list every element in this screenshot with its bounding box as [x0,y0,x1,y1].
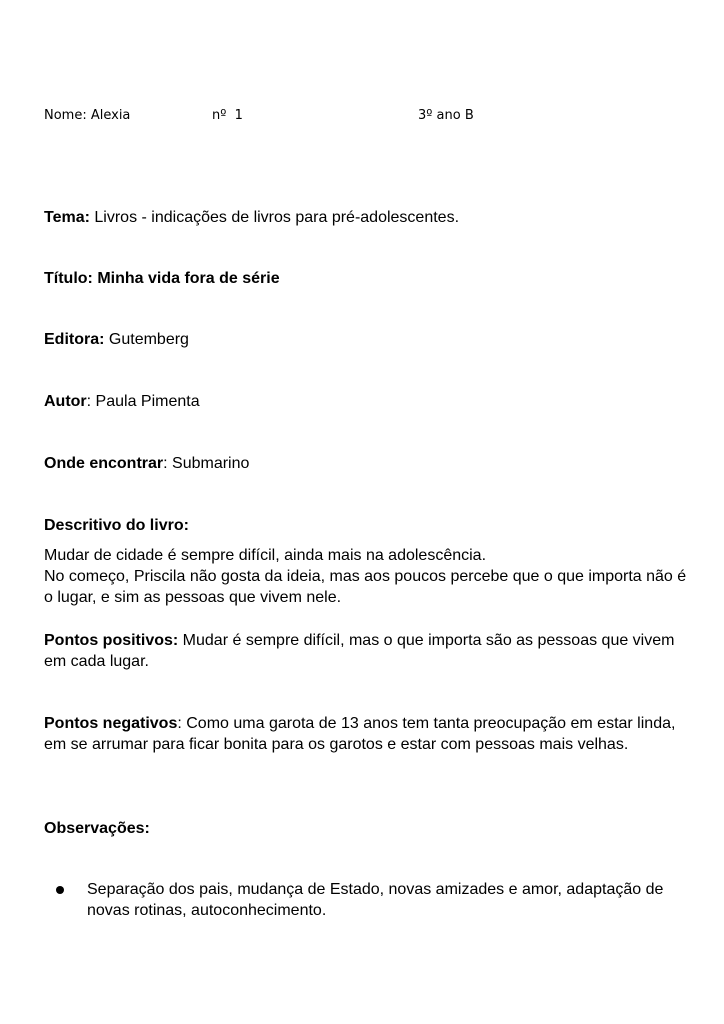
tema-label: Tema: [44,209,90,226]
editora-line [44,329,694,350]
pontos-positivos [44,630,694,672]
autor-line [44,391,694,412]
tema-line [44,207,694,228]
autor-label: Autor [44,393,87,410]
onde-encontrar-label: Onde encontrar [44,455,164,472]
titulo-line [44,268,694,289]
pontos-negativos [44,713,694,755]
pontos-negativos-text: : Como uma garota de 13 anos tem tanta preocupação em estar linda, em se arrumar para ficar bonita para os garotos e estar com pessoas mais velhas. [44,715,676,753]
onde-encontrar-value: : Submarino [163,455,250,472]
descritivo-label: Descritivo do livro: [44,517,189,534]
descritivo-line-1: Mudar de cidade é sempre difícil, ainda mais na adolescência. [44,547,487,564]
titulo-label: Título: Minha vida fora de série [44,270,280,287]
descritivo-line-2: No começo, Priscila não gosta da ideia, mas aos poucos percebe que o que importa não é o lugar, e sim as pessoas que vivem nele. [44,568,687,606]
autor-value: : Paula Pimenta [86,393,200,410]
bullet-icon [56,886,64,894]
student-header [44,108,684,126]
observacoes-list [44,879,694,921]
observacoes-label: Observações: [44,820,150,837]
pontos-positivos-label: Pontos positivos: [44,632,179,649]
observacao-text: Separação dos pais, mudança de Estado, novas amizades e amor, adaptação de novas rotinas, autoconhecimento. [87,881,664,919]
list-item [44,879,694,921]
student-number: nº 1 [212,108,243,123]
pontos-negativos-label: Pontos negativos [44,715,178,732]
descritivo-text [44,545,694,608]
editora-value: Gutemberg [104,331,189,348]
student-name: Nome: Alexia [44,108,131,123]
pontos-positivos-text: Mudar é sempre difícil, mas o que importa são as pessoas que vivem em cada lugar. [44,632,675,670]
descritivo-heading [44,515,694,536]
tema-value: Livros - indicações de livros para pré-adolescentes. [89,209,460,226]
editora-label: Editora: [44,331,105,348]
observacoes-heading [44,818,694,839]
student-class: 3º ano B [418,108,474,123]
onde-encontrar-line [44,453,694,474]
